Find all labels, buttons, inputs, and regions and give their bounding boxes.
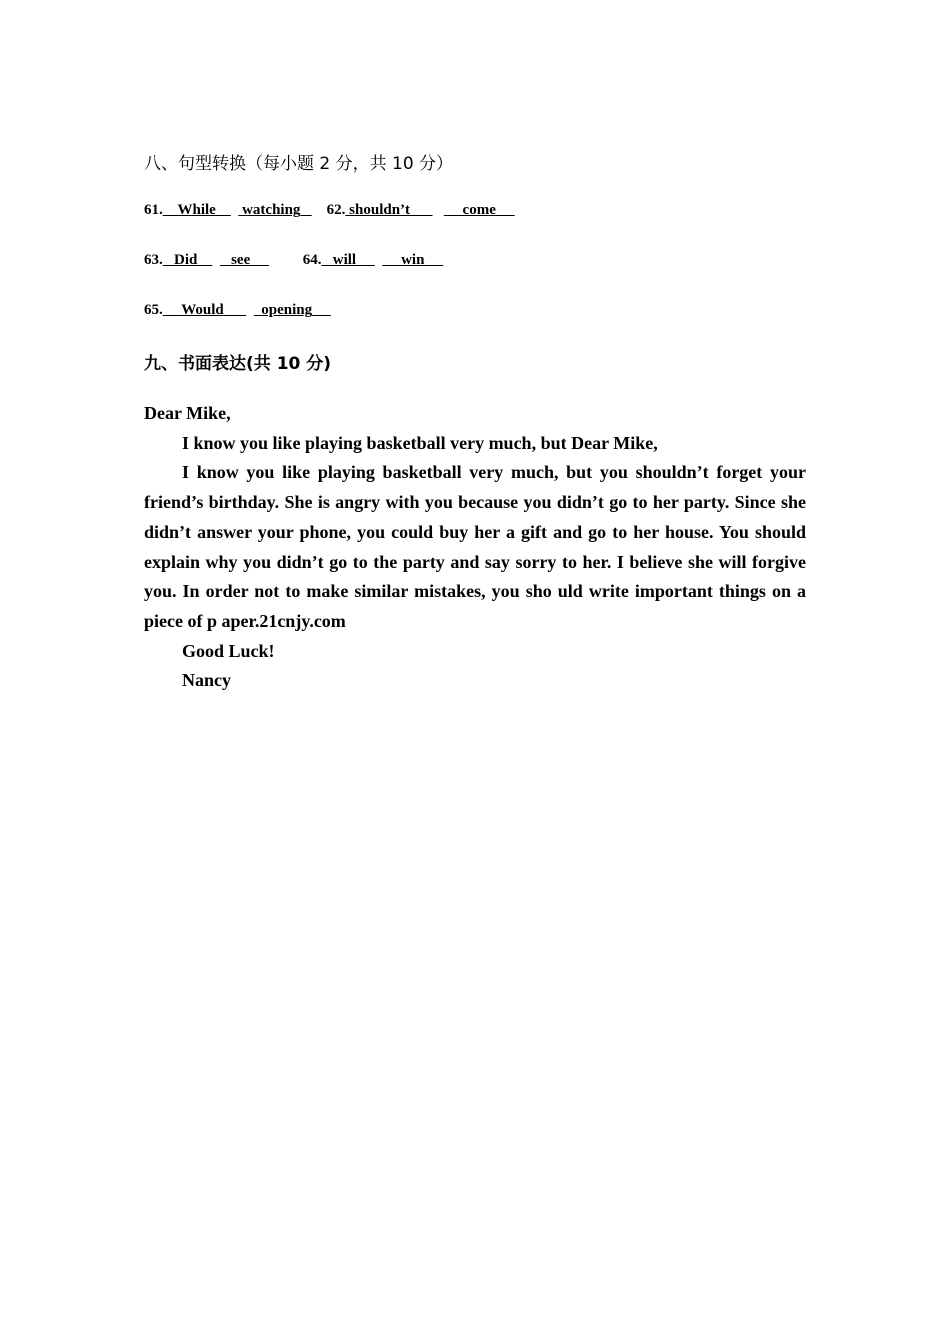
answer-blank: see — [231, 252, 251, 268]
question-number: 61. — [144, 202, 163, 218]
answer-blank: will — [332, 252, 357, 268]
question-number: 65. — [144, 302, 163, 318]
letter-body: I know you like playing basketball very much, but you shouldn’t forget your friend’s birthday. She is angry with you because you didn’t go to her party. Since she didn’t answer your phone, you could buy her a gift and go to her house. You should explain why you didn’t go to the party and say sorry to her. I believe she will forgive you. In order not to make similar mistakes, you sho uld write important things on a piece of p aper.21cnjy.com — [144, 462, 806, 631]
question-number: 63. — [144, 252, 163, 268]
section-9-title: 九、书面表达(共 10 分) — [144, 354, 332, 374]
question-number: 62. — [326, 202, 346, 218]
answer-blank: watching — [242, 202, 301, 218]
answer-blank: win — [401, 252, 425, 268]
answer-blank: shouldn’t — [349, 202, 411, 218]
answer-row-3 — [144, 302, 331, 319]
signature: Nancy — [182, 670, 231, 691]
answer-row-1 — [144, 202, 515, 219]
section-8-title: 八、句型转换（每小题 2 分，共 10 分） — [144, 154, 454, 174]
answer-blank: Did — [174, 252, 198, 268]
closing: Good Luck! — [182, 640, 275, 661]
answer-blank: While — [177, 202, 216, 218]
question-number: 64. — [302, 252, 322, 268]
answer-blank: Would — [181, 302, 224, 318]
answer-blank: opening — [261, 302, 313, 318]
letter-first-line: I know you like playing basketball very much, but Dear Mike, — [182, 432, 658, 453]
answer-blank: come — [462, 202, 496, 218]
letter — [144, 399, 806, 696]
salutation: Dear Mike, — [144, 403, 231, 423]
answer-row-2 — [144, 252, 443, 269]
